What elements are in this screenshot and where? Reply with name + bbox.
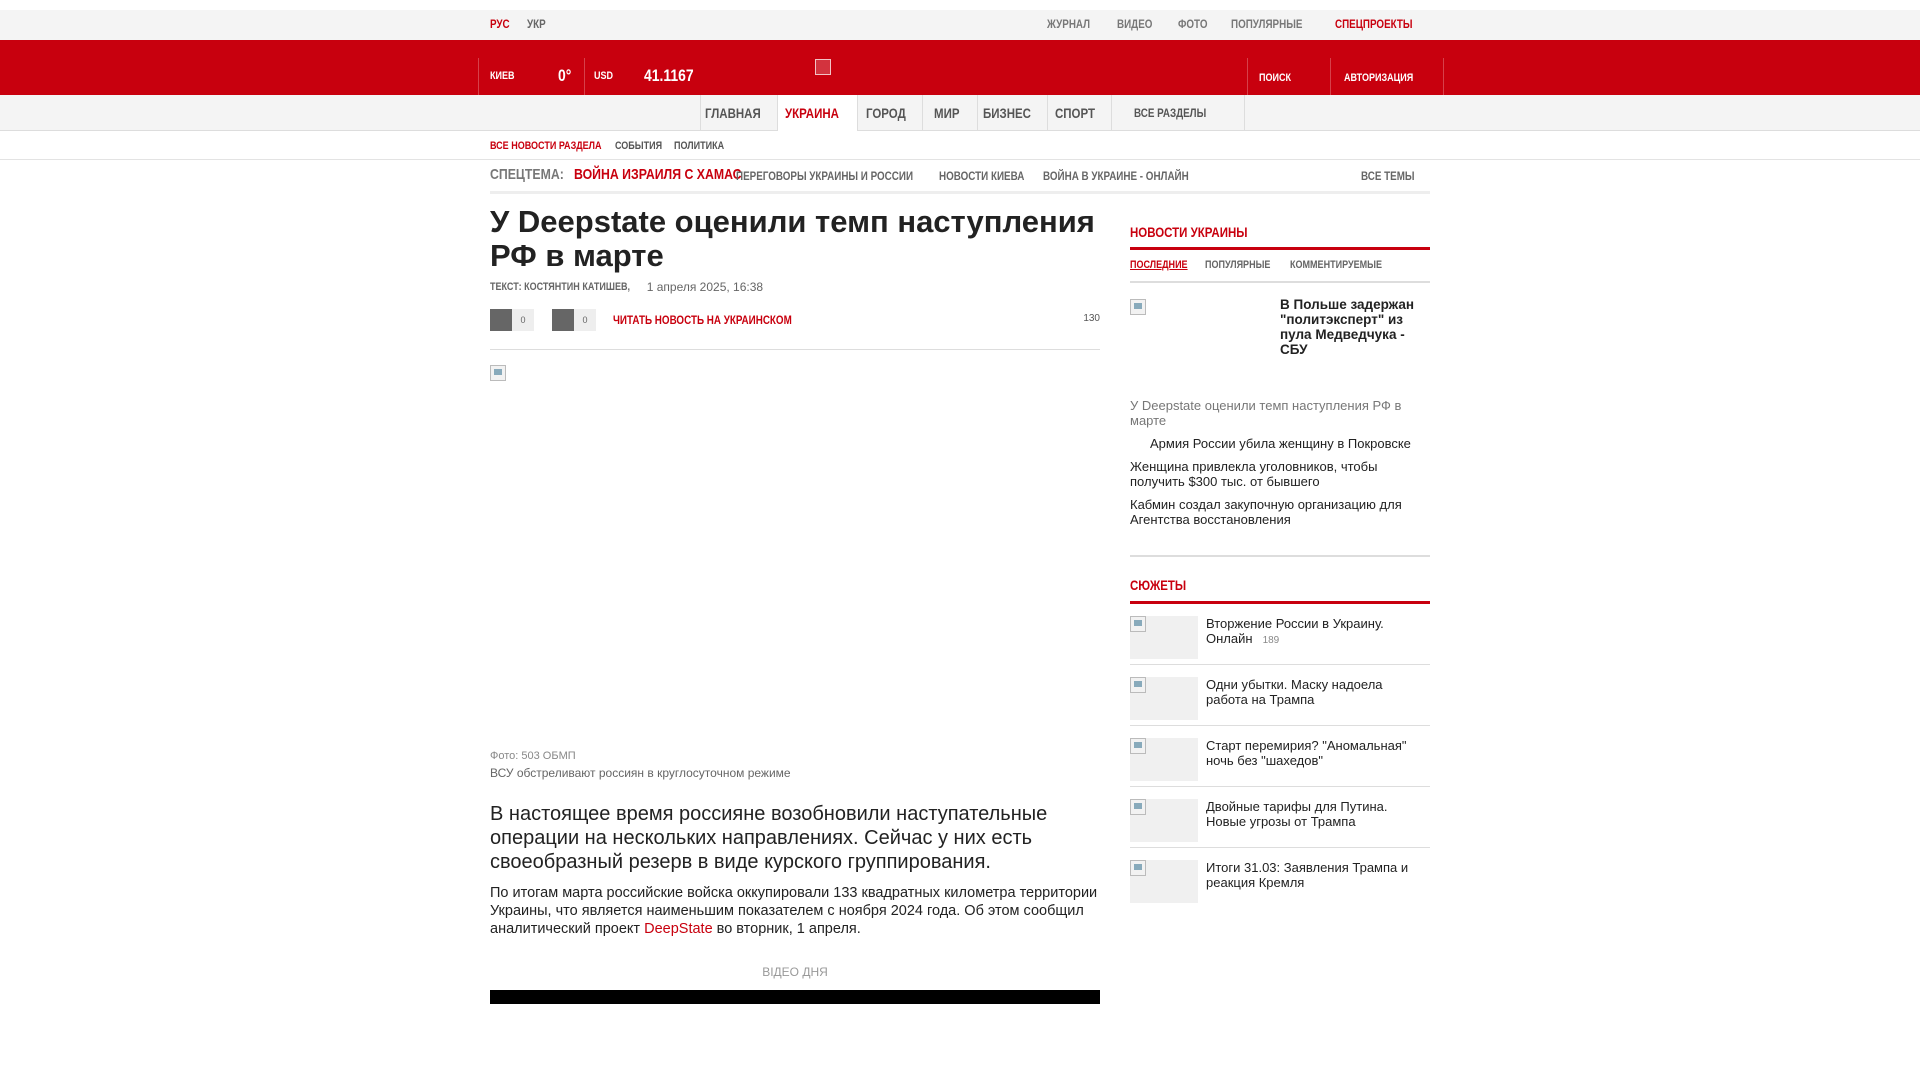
article-author[interactable]: ТЕКСТ: КОСТЯНТИН КАТИШЕВ,	[490, 281, 630, 293]
news-list	[1130, 398, 1430, 557]
nav-ukraine[interactable]: УКРАИНА	[778, 95, 858, 131]
currency-code: USD	[594, 69, 614, 82]
site-logo[interactable]	[815, 59, 831, 75]
tab-popular[interactable]: ПОПУЛЯРНЫЕ	[1205, 259, 1271, 271]
story-thumbnail	[1130, 677, 1198, 720]
stories-header[interactable]: СЮЖЕТЫ	[1130, 577, 1430, 604]
top-nav	[1033, 17, 1430, 31]
share-icon	[490, 309, 512, 331]
auth-button[interactable]: АВТОРИЗАЦИЯ	[1344, 71, 1414, 84]
story-title[interactable]: Одни убытки. Маску надоела работа на Трампа	[1206, 677, 1383, 707]
share-button-2[interactable]	[552, 309, 596, 331]
share-button-1[interactable]	[490, 309, 534, 331]
story-thumbnail	[1130, 616, 1198, 659]
subnav-politics[interactable]: ПОЛИТИКА	[673, 140, 724, 152]
lang-rus[interactable]: РУС	[490, 17, 510, 31]
nav-home[interactable]: ГЛАВНАЯ	[701, 95, 778, 131]
story-item[interactable]	[1130, 665, 1430, 726]
article-date: 1 апреля 2025, 16:38	[646, 280, 764, 294]
top-strip	[0, 10, 1920, 40]
video-player[interactable]	[490, 990, 1100, 1004]
share-bar	[490, 306, 1100, 350]
story-thumbnail	[1130, 738, 1198, 781]
nav-business[interactable]: БИЗНЕС	[978, 95, 1048, 131]
story-item[interactable]	[1130, 848, 1430, 909]
language-switch	[490, 17, 550, 31]
top-nav-video[interactable]: ВИДЕО	[1117, 17, 1153, 31]
topic-kyiv-news[interactable]: НОВОСТИ КИЕВА	[939, 169, 1025, 183]
story-item[interactable]	[1130, 604, 1430, 665]
search-button[interactable]: ПОИСК	[1259, 71, 1292, 84]
photo-credit: Фото: 503 ОБМП	[490, 750, 576, 762]
article-byline	[490, 280, 1100, 294]
nav-sport[interactable]: СПОРТ	[1048, 95, 1112, 131]
deepstate-link[interactable]: DeepState	[644, 921, 713, 937]
story-thumbnail	[1130, 799, 1198, 842]
header-divider	[1330, 58, 1331, 95]
article-title: У Deepstate оценили темп наступления РФ в марте	[490, 204, 1095, 273]
video-of-day-label: ВІДЕО ДНЯ	[762, 965, 828, 979]
main-nav	[0, 95, 1920, 131]
nav-all-sections[interactable]: ВСЕ РАЗДЕЛЫ	[1112, 95, 1245, 131]
article	[490, 205, 1100, 1004]
featured-news-title[interactable]: В Польше задержан "политэксперт" из пула Медведчука - СБУ	[1280, 297, 1415, 357]
story-title[interactable]: Двойные тарифы для Путина. Новые угрозы от Трампа	[1206, 799, 1388, 829]
weather-city: КИЕВ	[490, 69, 515, 82]
story-title[interactable]: Вторжение России в Украину. Онлайн	[1206, 616, 1384, 646]
article-photo	[490, 350, 1100, 750]
header-divider	[478, 58, 479, 95]
photo-caption: ВСУ обстреливают россиян в круглосуточном режиме	[490, 766, 791, 780]
header-bar	[0, 40, 1920, 95]
header-divider	[584, 58, 585, 95]
currency-rate: 41.1167	[644, 65, 694, 85]
top-nav-journal[interactable]: ЖУРНАЛ	[1047, 17, 1091, 31]
story-count: 189	[1262, 635, 1280, 646]
nav-world[interactable]: МИР	[923, 95, 978, 131]
top-nav-specprojects[interactable]: СПЕЦПРОЕКТЫ	[1335, 17, 1413, 31]
share-count: 0	[512, 309, 534, 331]
image-placeholder-icon	[1130, 799, 1146, 815]
share-count: 0	[574, 309, 596, 331]
views-count: 130	[1083, 313, 1100, 324]
news-ukraine-header[interactable]: НОВОСТИ УКРАИНЫ	[1130, 220, 1430, 250]
lang-ukr[interactable]: УКР	[527, 17, 547, 31]
story-title[interactable]: Итоги 31.03: Заявления Трампа и реакция Кремля	[1206, 860, 1409, 890]
image-placeholder-icon	[1130, 860, 1146, 876]
share-icon	[552, 309, 574, 331]
list-item[interactable]: Кабмин создал закупочную организацию для Агентства восстановления	[1130, 497, 1402, 527]
story-item[interactable]	[1130, 726, 1430, 787]
list-item[interactable]: Женщина привлекла уголовников, чтобы получить $300 тыс. от бывшего	[1130, 459, 1378, 489]
section-subnav	[0, 131, 1920, 160]
news-tabs	[1130, 250, 1430, 283]
topic-war-online[interactable]: ВОЙНА В УКРАИНЕ - ОНЛАЙН	[1042, 169, 1189, 183]
tab-latest[interactable]: ПОСЛЕДНИЕ	[1130, 259, 1188, 271]
top-nav-popular[interactable]: ПОПУЛЯРНЫЕ	[1231, 17, 1303, 31]
top-nav-photo[interactable]: ФОТО	[1177, 17, 1208, 31]
subnav-events[interactable]: СОБЫТИЯ	[615, 140, 663, 152]
image-placeholder-icon	[490, 365, 506, 381]
article-paragraph: По итогам марта российские войска оккупировали 133 квадратных километра территории Украины, что является наименьшим показателем с ноября 2024 года. Об этом сообщил аналитический проект DeepState во вторник, 1 апреля.	[490, 885, 1098, 937]
nav-city[interactable]: ГОРОД	[858, 95, 923, 131]
spec-theme-label: СПЕЦТЕМА:	[490, 166, 564, 183]
read-in-ukrainian-link[interactable]: ЧИТАТЬ НОВОСТЬ НА УКРАИНСКОМ	[613, 313, 792, 327]
article-lead: В настоящее время россияне возобновили наступательные операции на нескольких направлениях. Сейчас у них есть своеобразный резерв в виде курского группирования.	[490, 803, 1048, 873]
image-placeholder-icon	[1130, 616, 1146, 632]
header-divider	[1443, 58, 1444, 95]
tab-commented[interactable]: КОММЕНТИРУЕМЫЕ	[1290, 259, 1383, 271]
story-thumbnail	[1130, 860, 1198, 903]
all-topics-link[interactable]: ВСЕ ТЕМЫ	[1361, 169, 1415, 183]
weather-temp: 0°	[558, 65, 572, 85]
image-placeholder-icon	[1130, 299, 1146, 315]
header-divider	[1247, 58, 1248, 95]
story-item[interactable]	[1130, 787, 1430, 848]
subnav-all-news[interactable]: ВСЕ НОВОСТИ РАЗДЕЛА	[490, 140, 602, 152]
topic-negotiations[interactable]: ПЕРЕГОВОРЫ УКРАИНЫ И РОССИИ	[736, 169, 914, 183]
list-item[interactable]: Армия России убила женщину в Покровске	[1150, 436, 1411, 451]
spec-theme-bar	[490, 160, 1430, 194]
sidebar	[1130, 220, 1430, 909]
image-placeholder-icon	[1130, 738, 1146, 754]
featured-news[interactable]	[1130, 283, 1430, 398]
spec-theme-link[interactable]: ВОЙНА ИЗРАИЛЯ С ХАМАС	[574, 166, 742, 183]
list-item[interactable]: У Deepstate оценили темп наступления РФ в марте	[1130, 398, 1402, 428]
story-title[interactable]: Старт перемирия? "Аномальная" ночь без "шахедов"	[1206, 738, 1407, 768]
image-placeholder-icon	[1130, 677, 1146, 693]
